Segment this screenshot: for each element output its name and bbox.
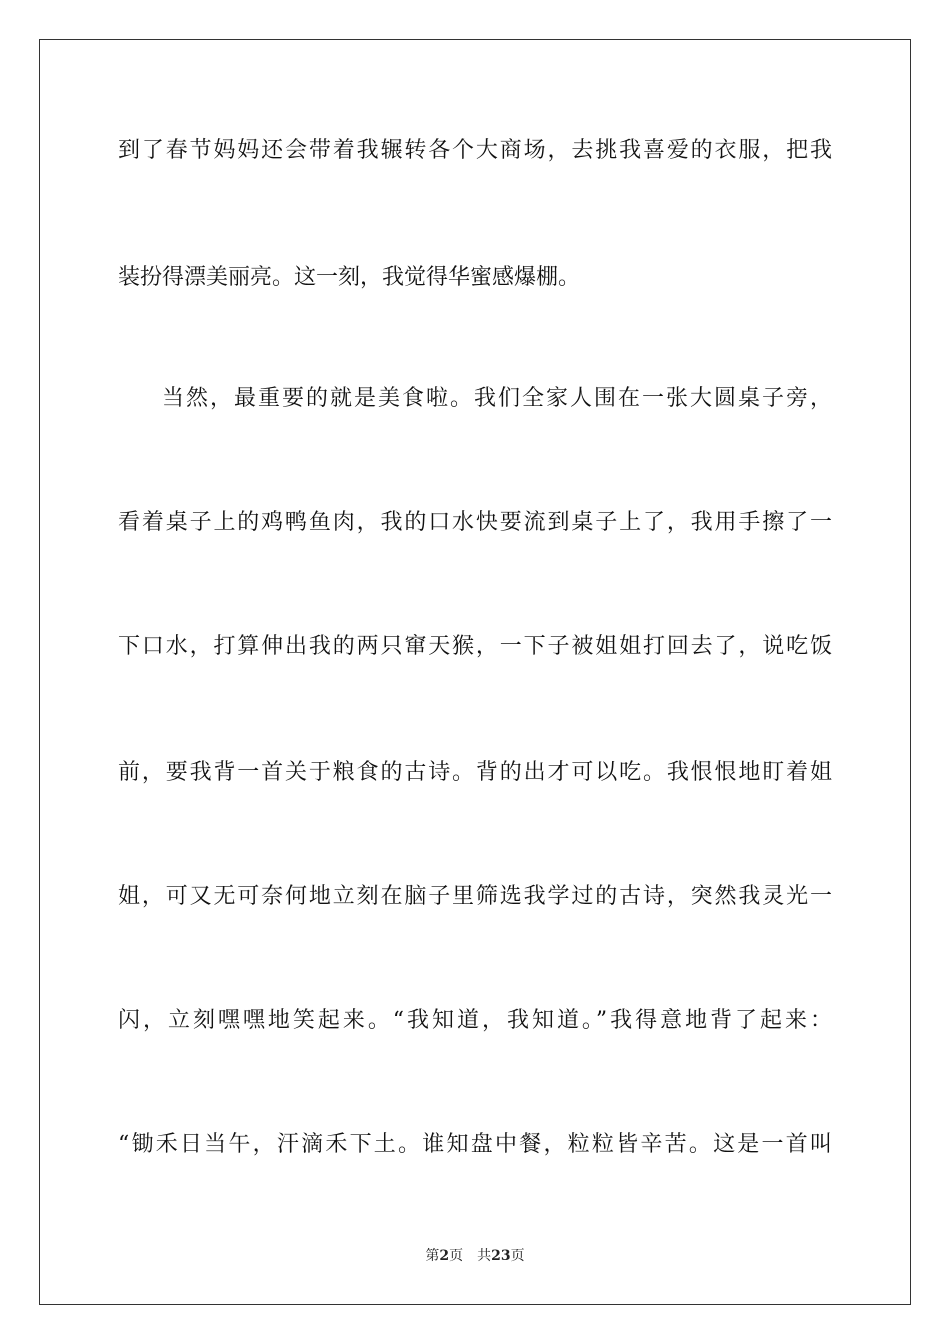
text-line-6: 前，要我背一首关于粮食的古诗。背的出才可以吃。我恨恨地盯着姐 — [118, 760, 832, 785]
page-border — [39, 39, 911, 1305]
text-line-3-paragraph-start: 当然，最重要的就是美食啦。我们全家人围在一张大圆桌子旁， — [162, 386, 832, 411]
footer-page-suffix: 页 — [449, 1248, 464, 1264]
text-line-5: 下口水，打算伸出我的两只窜天猴，一下子被姐姐打回去了，说吃饭 — [118, 634, 832, 659]
footer-total-prefix: 共 — [477, 1248, 492, 1264]
footer-total-suffix: 页 — [510, 1248, 525, 1264]
text-line-1: 到了春节妈妈还会带着我辗转各个大商场，去挑我喜爱的衣服，把我 — [118, 138, 832, 163]
text-line-4: 看着桌子上的鸡鸭鱼肉，我的口水快要流到桌子上了，我用手擦了一 — [118, 510, 832, 535]
text-line-2: 装扮得漂美丽亮。这一刻，我觉得华蜜感爆棚。 — [118, 265, 581, 290]
footer-page-prefix: 第 — [425, 1248, 440, 1264]
page-footer — [0, 1246, 950, 1266]
text-line-8: 闪，立刻嘿嘿地笑起来。“我知道，我知道。”我得意地背了起来： — [118, 1008, 832, 1033]
footer-page-number: 2 — [439, 1248, 450, 1264]
text-line-9: “锄禾日当午，汗滴禾下土。谁知盘中餐，粒粒皆辛苦。这是一首叫 — [118, 1132, 832, 1157]
text-line-7: 姐，可又无可奈何地立刻在脑子里筛选我学过的古诗，突然我灵光一 — [118, 884, 832, 909]
footer-total-pages: 23 — [491, 1248, 511, 1264]
